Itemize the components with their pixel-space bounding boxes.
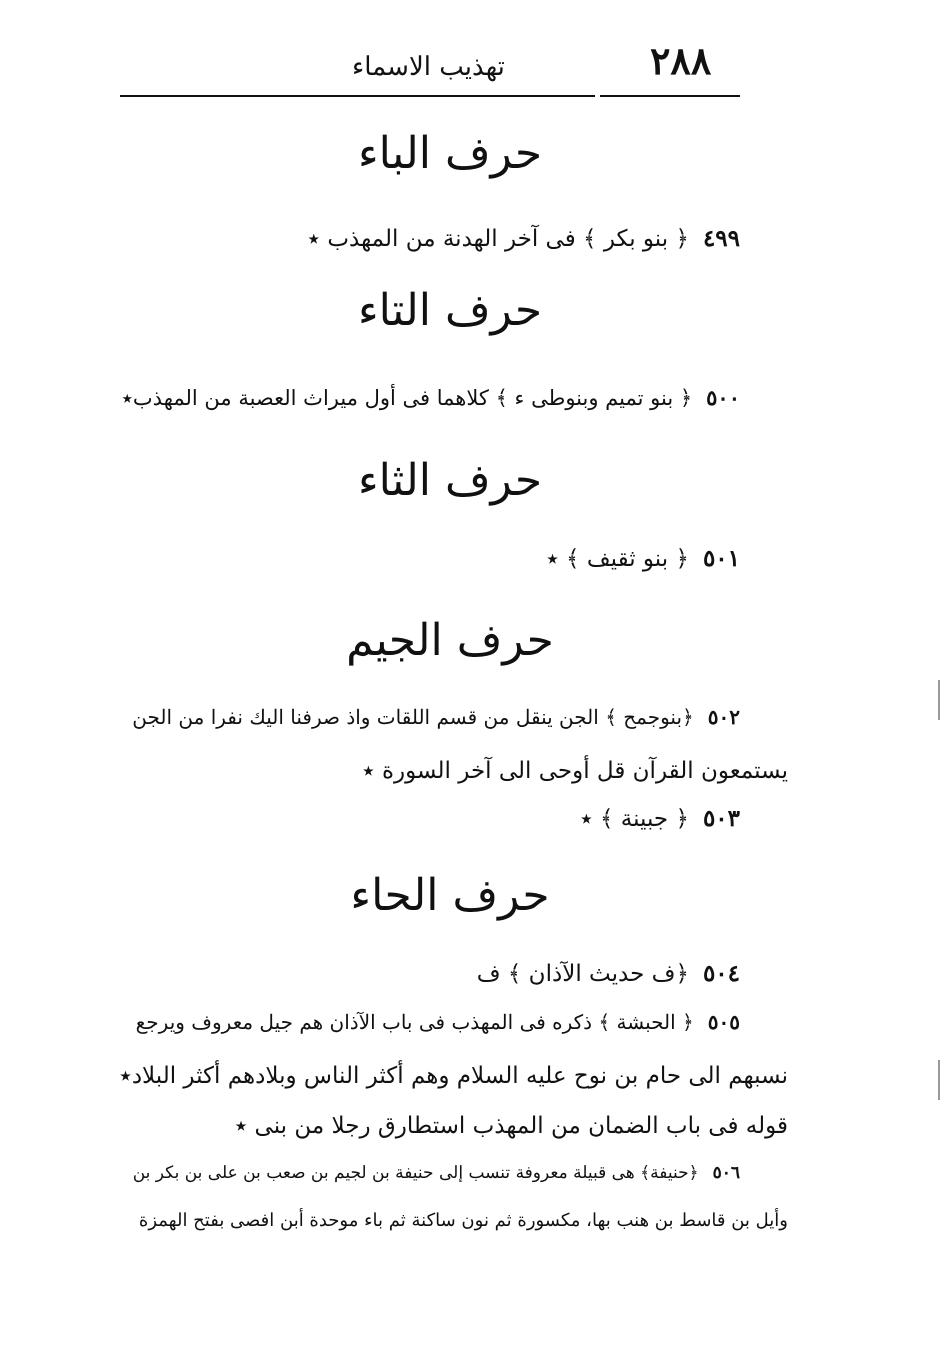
- entry-number: ٥٠٠: [706, 385, 740, 410]
- entry-text: ﴿ بنو تميم وبنوطى ء ﴾ كلاهما فى أول ميراث العصبة من المهذب٭: [121, 386, 693, 410]
- entry-line: [308, 225, 740, 252]
- section-heading: حرف التاء: [357, 285, 543, 336]
- header-rule: [600, 95, 740, 97]
- entry-line: [580, 805, 740, 832]
- entry-line: [477, 960, 740, 987]
- entry-text: وأيل بن قاسط بن هنب بها، مكسورة ثم نون ساكنة ثم باء موحدة أبن افصى بفتح الهمزة: [138, 1210, 788, 1231]
- entry-number: ٥٠٣: [702, 805, 740, 832]
- entry-text: يستمعون القرآن قل أوحى الى آخر السورة ٭: [362, 758, 788, 784]
- section-heading: حرف الباء: [357, 128, 543, 179]
- entry-text: نسبهم الى حام بن نوح عليه السلام وهم أكثر الناس وبلادهم أكثر البلاد٭: [119, 1063, 788, 1089]
- page-edge-mark: [938, 680, 940, 720]
- entry-number: ٥٠٢: [707, 705, 740, 729]
- entry-line: [132, 705, 740, 729]
- entry-number: ٥٠١: [702, 545, 740, 572]
- entry-line: [139, 1210, 788, 1231]
- entry-text: ﴿حنيفة﴾ هى قبيلة معروفة تنسب إلى حنيفة بن لجيم بن صعب بن على بن بكر بن: [132, 1163, 699, 1183]
- running-title: تهذيب الاسماء: [352, 52, 505, 82]
- entry-line: [136, 1010, 740, 1034]
- entry-text: قوله فى باب الضمان من المهذب استطارق رجلا من بنى ٭: [234, 1113, 788, 1139]
- page-edge-mark: [938, 1060, 940, 1100]
- entry-line: [362, 758, 788, 784]
- entry-text: ﴿ف حديث الآذان ﴾ ف: [476, 961, 689, 987]
- entry-number: ٥٠٦: [712, 1163, 740, 1183]
- entry-line: [546, 545, 740, 572]
- section-heading: حرف الجيم: [346, 615, 554, 666]
- entry-line: [133, 1162, 740, 1183]
- entry-text: ﴿ بنو ثقيف ﴾ ٭: [546, 546, 689, 572]
- entry-text: ﴿ جبينة ﴾ ٭: [580, 806, 689, 832]
- entry-text: ﴿بنوجمح ﴾ الجن ينقل من قسم اللقات واذ صرفنا اليك نفرا من الجن: [132, 705, 694, 729]
- header-rule: [120, 95, 595, 97]
- section-heading: حرف الحاء: [350, 870, 550, 921]
- entry-line: [235, 1113, 788, 1139]
- entry-number: ٥٠٥: [707, 1010, 740, 1034]
- entry-number: ٥٠٤: [702, 960, 740, 987]
- entry-line: [119, 1063, 788, 1089]
- section-heading: حرف الثاء: [357, 455, 543, 506]
- entry-text: ﴿ الحبشة ﴾ ذكره فى المهذب فى باب الآذان هم جيل معروف ويرجع: [135, 1010, 694, 1034]
- entry-line: [121, 385, 740, 410]
- page-number: ٢٨٨: [650, 38, 712, 83]
- entry-text: ﴿ بنو بكر ﴾ فى آخر الهدنة من المهذب ٭: [307, 226, 689, 252]
- entry-number: ٤٩٩: [702, 225, 740, 252]
